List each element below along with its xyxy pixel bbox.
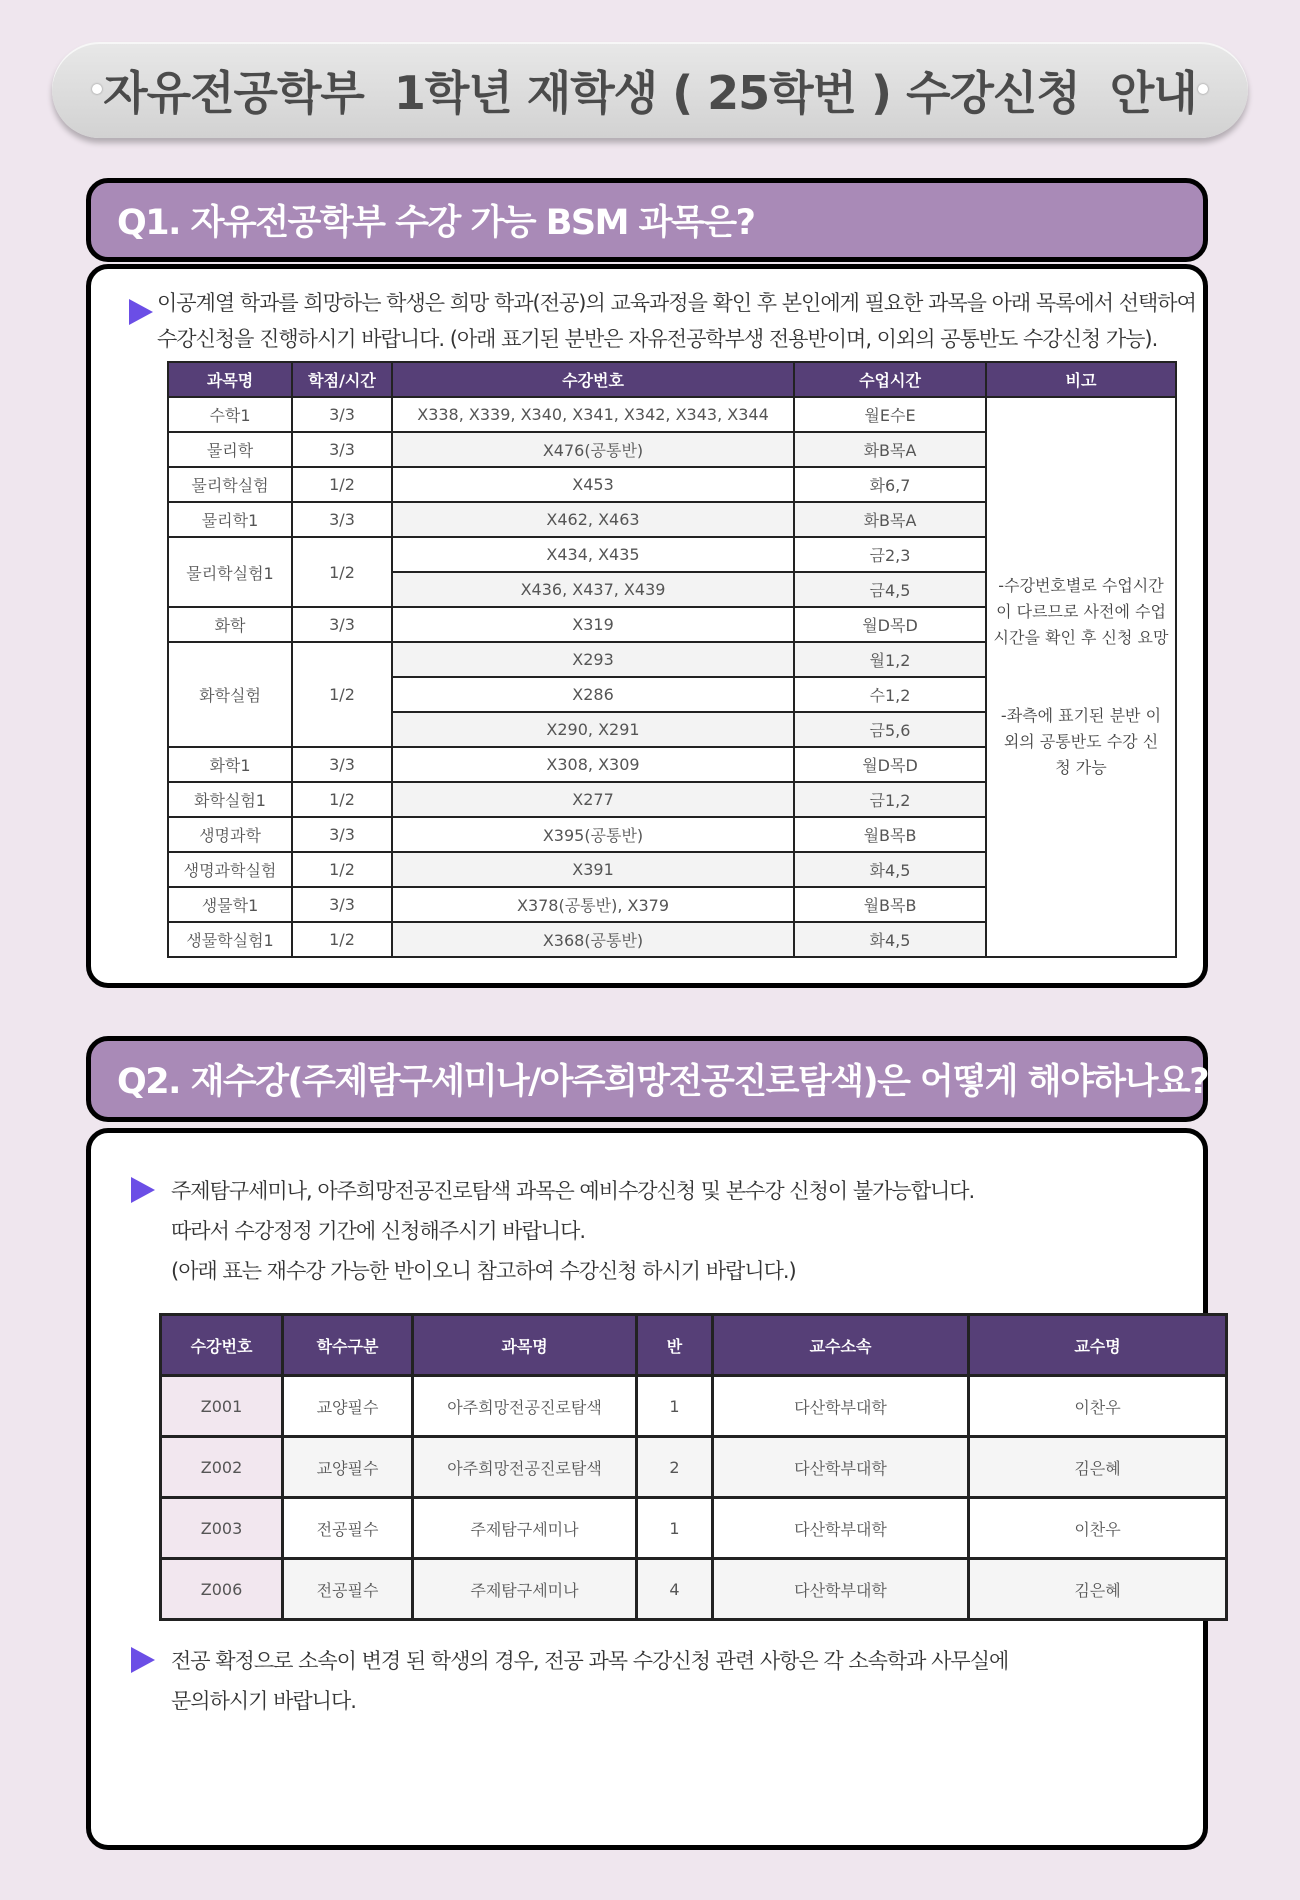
column-header: 교수명 [969, 1315, 1227, 1376]
triangle-bullet-icon [131, 1647, 155, 1673]
professor-name: 이찬우 [969, 1376, 1227, 1437]
course-credit: 3/3 [292, 397, 392, 432]
table-header-row [168, 362, 1176, 397]
course-time: 금1,2 [794, 782, 986, 817]
course-name: 화학실험 [168, 642, 292, 747]
course-type: 전공필수 [283, 1498, 413, 1559]
professor-dept: 다산학부대학 [713, 1559, 969, 1620]
course-code: X436, X437, X439 [392, 572, 794, 607]
course-code: X453 [392, 467, 794, 502]
class-number: 1 [637, 1498, 713, 1559]
course-credit: 1/2 [292, 922, 392, 957]
column-header: 학수구분 [283, 1315, 413, 1376]
course-code: X462, X463 [392, 502, 794, 537]
course-time: 월B목B [794, 817, 986, 852]
course-credit: 3/3 [292, 817, 392, 852]
column-header: 수강번호 [161, 1315, 283, 1376]
course-code: X368(공통반) [392, 922, 794, 957]
course-type: 교양필수 [283, 1376, 413, 1437]
course-time: 화4,5 [794, 922, 986, 957]
course-time: 화B목A [794, 502, 986, 537]
q1-title: Q1. 자유전공학부 수강 가능 BSM 과목은? [117, 203, 755, 243]
column-header: 수업시간 [794, 362, 986, 397]
course-name: 생물학실험1 [168, 922, 292, 957]
retake-class-table [159, 1313, 1228, 1621]
q1-card [86, 264, 1208, 988]
triangle-bullet-icon [129, 299, 153, 325]
course-code: X290, X291 [392, 712, 794, 747]
q2-title: Q2. 재수강(주제탐구세미나/아주희망전공진로탐색)은 어떻게 해야하나요? [117, 1062, 1209, 1102]
course-time: 수1,2 [794, 677, 986, 712]
course-code: X286 [392, 677, 794, 712]
class-number: 2 [637, 1437, 713, 1498]
course-code: X338, X339, X340, X341, X342, X343, X344 [392, 397, 794, 432]
course-subject: 아주희망전공진로탐색 [413, 1376, 637, 1437]
class-code: Z006 [161, 1559, 283, 1620]
q2-card [86, 1128, 1208, 1850]
bsm-course-table [167, 361, 1177, 958]
course-time: 화6,7 [794, 467, 986, 502]
course-name: 물리학실험 [168, 467, 292, 502]
course-time: 월D목D [794, 747, 986, 782]
course-name: 생명과학 [168, 817, 292, 852]
q2-line1: 주제탐구세미나, 아주희망전공진로탐색 과목은 예비수강신청 및 본수강 신청이 불가능합니다. [171, 1179, 975, 1203]
course-time: 금4,5 [794, 572, 986, 607]
bullet-dot-icon [92, 84, 102, 94]
course-credit: 3/3 [292, 502, 392, 537]
class-code: Z002 [161, 1437, 283, 1498]
course-time: 화4,5 [794, 852, 986, 887]
course-subject: 주제탐구세미나 [413, 1559, 637, 1620]
table-row [161, 1498, 1227, 1559]
course-name: 화학실험1 [168, 782, 292, 817]
course-time: 금2,3 [794, 537, 986, 572]
course-name: 수학1 [168, 397, 292, 432]
course-time: 월1,2 [794, 642, 986, 677]
course-time: 화B목A [794, 432, 986, 467]
course-code: X308, X309 [392, 747, 794, 782]
q2-footer-line1: 전공 확정으로 소속이 변경 된 학생의 경우, 전공 과목 수강신청 관련 사항은 각 소속학과 사무실에 [171, 1649, 1009, 1673]
column-header: 학점/시간 [292, 362, 392, 397]
q2-footer-line2: 문의하시기 바랍니다. [171, 1689, 356, 1713]
professor-dept: 다산학부대학 [713, 1498, 969, 1559]
course-subject: 아주희망전공진로탐색 [413, 1437, 637, 1498]
course-name: 물리학실험1 [168, 537, 292, 607]
column-header: 과목명 [413, 1315, 637, 1376]
course-code: X277 [392, 782, 794, 817]
course-credit: 3/3 [292, 432, 392, 467]
column-header: 반 [637, 1315, 713, 1376]
table-row [161, 1376, 1227, 1437]
class-code: Z003 [161, 1498, 283, 1559]
q2-header [86, 1036, 1208, 1122]
column-header: 수강번호 [392, 362, 794, 397]
column-header: 비고 [986, 362, 1176, 397]
course-credit: 3/3 [292, 887, 392, 922]
course-code: X391 [392, 852, 794, 887]
course-type: 교양필수 [283, 1437, 413, 1498]
course-credit: 1/2 [292, 467, 392, 502]
course-credit: 3/3 [292, 607, 392, 642]
course-name: 생물학1 [168, 887, 292, 922]
bullet-dot-icon [1198, 84, 1208, 94]
course-credit: 1/2 [292, 537, 392, 607]
course-name: 화학 [168, 607, 292, 642]
course-subject: 주제탐구세미나 [413, 1498, 637, 1559]
column-header: 과목명 [168, 362, 292, 397]
course-time: 월E수E [794, 397, 986, 432]
course-code: X319 [392, 607, 794, 642]
remark-note-1: -수강번호별로 수업시간이 다르므로 사전에 수업시간을 확인 후 신청 요망 [993, 576, 1169, 647]
course-credit: 1/2 [292, 852, 392, 887]
remark-note-2: -좌측에 표기된 분반 이외의 공통반도 수강 신청 가능 [1000, 706, 1162, 777]
professor-name: 김은혜 [969, 1437, 1227, 1498]
course-name: 화학1 [168, 747, 292, 782]
course-credit: 3/3 [292, 747, 392, 782]
column-header: 교수소속 [713, 1315, 969, 1376]
class-number: 1 [637, 1376, 713, 1437]
course-time: 월D목D [794, 607, 986, 642]
q1-intro-line2: 수강신청을 진행하시기 바랍니다. (아래 표기된 분반은 자유전공학부생 전용반이며, 이외의 공통반도 수강신청 가능). [157, 327, 1158, 351]
q1-intro-line1: 이공계열 학과를 희망하는 학생은 희망 학과(전공)의 교육과정을 확인 후 본인에게 필요한 과목을 아래 목록에서 선택하여 [157, 291, 1196, 315]
q2-line3: (아래 표는 재수강 가능한 반이오니 참고하여 수강신청 하시기 바랍니다.) [171, 1259, 796, 1283]
course-code: X395(공통반) [392, 817, 794, 852]
professor-dept: 다산학부대학 [713, 1437, 969, 1498]
course-type: 전공필수 [283, 1559, 413, 1620]
remarks-cell [986, 397, 1176, 957]
table-row [161, 1437, 1227, 1498]
class-number: 4 [637, 1559, 713, 1620]
table-row [168, 397, 1176, 432]
course-credit: 1/2 [292, 642, 392, 747]
title-banner [52, 42, 1248, 138]
q2-line2: 따라서 수강정정 기간에 신청해주시기 바랍니다. [171, 1219, 586, 1243]
course-name: 물리학 [168, 432, 292, 467]
triangle-bullet-icon [131, 1177, 155, 1203]
course-name: 생명과학실험 [168, 852, 292, 887]
course-code: X378(공통반), X379 [392, 887, 794, 922]
table-header-row [161, 1315, 1227, 1376]
course-time: 금5,6 [794, 712, 986, 747]
table-row [161, 1559, 1227, 1620]
class-code: Z001 [161, 1376, 283, 1437]
professor-dept: 다산학부대학 [713, 1376, 969, 1437]
course-code: X293 [392, 642, 794, 677]
q1-header [86, 178, 1208, 262]
course-time: 월B목B [794, 887, 986, 922]
course-code: X476(공통반) [392, 432, 794, 467]
course-credit: 1/2 [292, 782, 392, 817]
professor-name: 이찬우 [969, 1498, 1227, 1559]
course-code: X434, X435 [392, 537, 794, 572]
page-title: 자유전공학부 1학년 재학생 ( 25학번 ) 수강신청 안내 [103, 66, 1197, 120]
course-name: 물리학1 [168, 502, 292, 537]
professor-name: 김은혜 [969, 1559, 1227, 1620]
